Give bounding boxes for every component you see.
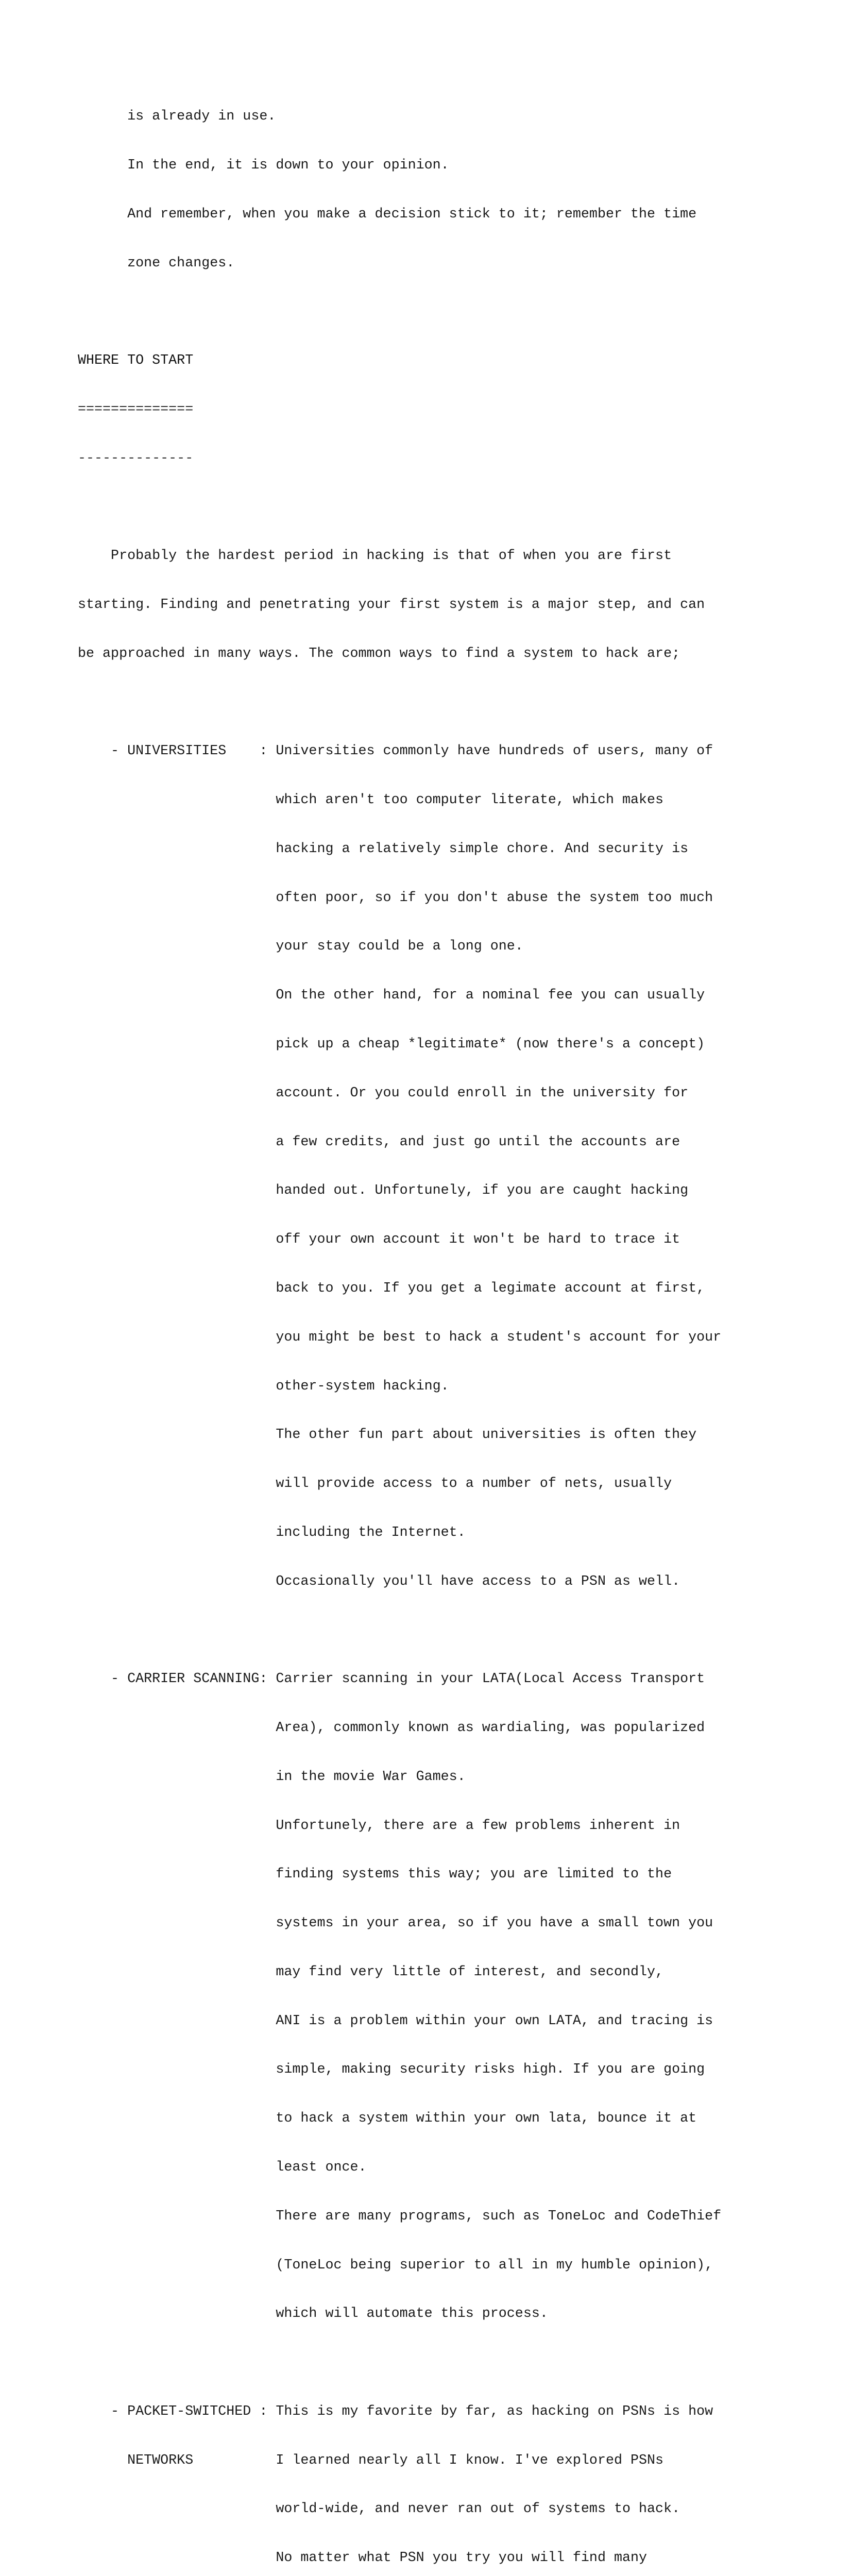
list-item-line: you might be best to hack a student's account for your <box>78 1329 722 1345</box>
list-item-line: may find very little of interest, and secondly, <box>78 1964 664 1980</box>
text-line: In the end, it is down to your opinion. <box>78 157 449 173</box>
blank-line <box>78 304 799 320</box>
blank-line <box>78 499 799 516</box>
list-item-line: NETWORKS I learned nearly all I know. I've explored PSNs <box>78 2452 664 2468</box>
heading-underline-double: ============== <box>78 401 194 417</box>
list-item-line: pick up a cheap *legitimate* (now there's a concept) <box>78 1037 705 1053</box>
list-item-line: including the Internet. <box>78 1524 466 1540</box>
blank-line <box>78 1622 799 1639</box>
list-item-line: often poor, so if you don't abuse the system too much <box>78 890 713 906</box>
heading-underline-single: -------------- <box>78 450 194 466</box>
text-line: zone changes. <box>78 255 235 271</box>
list-item-line: Occasionally you'll have access to a PSN as well. <box>78 1573 680 1589</box>
list-item-line: The other fun part about universities is often they <box>78 1427 697 1443</box>
list-item-line: which aren't too computer literate, which makes <box>78 792 664 808</box>
list-item-carrier-scanning: - CARRIER SCANNING: Carrier scanning in your LATA(Local Access Transport <box>78 1671 705 1687</box>
section-heading-where-to-start: WHERE TO START <box>78 353 194 369</box>
list-item-line: On the other hand, for a nominal fee you can usually <box>78 988 705 1004</box>
list-item-line: hacking a relatively simple chore. And security is <box>78 841 689 857</box>
list-item-line: which will automate this process. <box>78 2306 548 2322</box>
list-item-line: off your own account it won't be hard to trace it <box>78 1232 680 1248</box>
list-item-line: least once. <box>78 2160 367 2175</box>
list-item-line: other-system hacking. <box>78 1378 449 1394</box>
document-page <box>78 76 799 2576</box>
text-line: And remember, when you make a decision stick to it; remember the time <box>78 206 697 222</box>
paragraph-line: be approached in many ways. The common ways to find a system to hack are; <box>78 646 680 662</box>
list-item-line: account. Or you could enroll in the university for <box>78 1085 689 1101</box>
list-item-line: will provide access to a number of nets, usually <box>78 1476 672 1492</box>
list-item-line: There are many programs, such as ToneLoc and CodeThief <box>78 2208 722 2224</box>
list-item-line: to hack a system within your own lata, bounce it at <box>78 2111 697 2127</box>
list-item-line: Unfortunely, there are a few problems inherent in <box>78 1818 680 1834</box>
list-item-line: your stay could be a long one. <box>78 939 523 955</box>
list-item-line: systems in your area, so if you have a small town you <box>78 1916 713 1931</box>
list-item-line: back to you. If you get a legimate account at first, <box>78 1280 705 1296</box>
list-item-line: a few credits, and just go until the accounts are <box>78 1134 680 1150</box>
list-item-line: finding systems this way; you are limited to the <box>78 1867 672 1883</box>
list-item-packet-switched-networks: - PACKET-SWITCHED : This is my favorite by far, as hacking on PSNs is how <box>78 2403 713 2419</box>
list-item-line: handed out. Unfortunely, if you are caught hacking <box>78 1183 689 1199</box>
list-item-line: ANI is a problem within your own LATA, and tracing is <box>78 2013 713 2029</box>
list-item-line: in the movie War Games. <box>78 1769 466 1785</box>
list-item-line: Area), commonly known as wardialing, was popularized <box>78 1720 705 1736</box>
list-item-line: (ToneLoc being superior to all in my humble opinion), <box>78 2257 713 2273</box>
text-line: is already in use. <box>78 109 276 125</box>
list-item-line: No matter what PSN you try you will find many <box>78 2550 647 2566</box>
list-item-line: simple, making security risks high. If you are going <box>78 2062 705 2078</box>
blank-line <box>78 2355 799 2371</box>
paragraph-line: starting. Finding and penetrating your first system is a major step, and can <box>78 597 705 613</box>
list-item-universities: - UNIVERSITIES : Universities commonly have hundreds of users, many of <box>78 743 713 759</box>
paragraph-line: Probably the hardest period in hacking is that of when you are first <box>78 548 672 564</box>
blank-line <box>78 695 799 711</box>
list-item-line: world-wide, and never ran out of systems to hack. <box>78 2501 680 2517</box>
